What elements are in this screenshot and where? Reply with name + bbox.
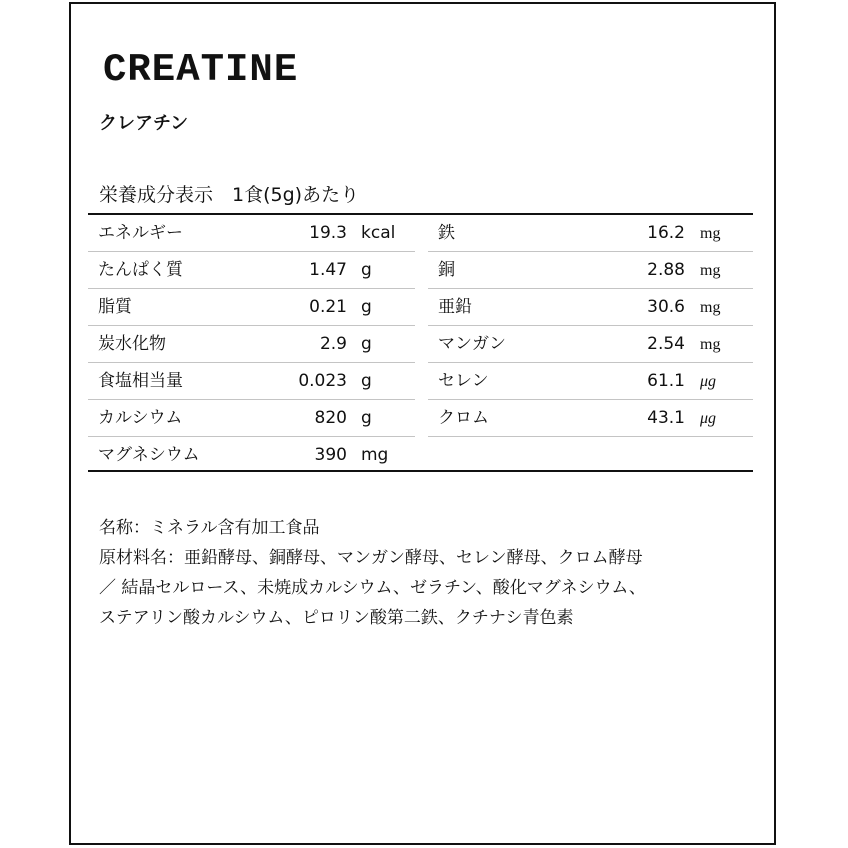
nutrition-column-left bbox=[88, 215, 415, 474]
nutrient-unit: mg bbox=[700, 225, 721, 242]
product-info bbox=[99, 513, 759, 633]
nutrient-value: 0.023 bbox=[298, 371, 347, 391]
nutrient-value: 61.1 bbox=[647, 371, 685, 391]
nutrient-value: 2.88 bbox=[647, 260, 685, 280]
nutrient-name: セレン bbox=[438, 371, 489, 391]
nutrition-row bbox=[428, 400, 753, 437]
nutrient-value: 43.1 bbox=[647, 408, 685, 428]
nutrient-value: 0.21 bbox=[309, 297, 347, 317]
nutrient-name: カルシウム bbox=[98, 408, 183, 428]
nutrient-unit: g bbox=[361, 260, 372, 280]
nutrient-value: 16.2 bbox=[647, 223, 685, 243]
nutrient-name: 鉄 bbox=[438, 223, 455, 243]
nutrition-row bbox=[88, 326, 415, 363]
nutrition-row bbox=[428, 252, 753, 289]
nutrient-value: 820 bbox=[314, 408, 347, 428]
nutrient-value: 2.9 bbox=[319, 334, 347, 354]
nutrient-unit: μg bbox=[700, 410, 717, 427]
nutrient-unit: kcal bbox=[361, 223, 396, 243]
nutrient-unit: mg bbox=[700, 299, 721, 316]
ingredients-line: ステアリン酸カルシウム、ピロリン酸第二鉄、クチナシ青色素 bbox=[99, 608, 574, 628]
nutrient-unit: mg bbox=[361, 445, 389, 465]
nutrition-row bbox=[88, 252, 415, 289]
nutrient-unit: mg bbox=[700, 336, 721, 353]
nutrition-row bbox=[428, 215, 753, 252]
nutrition-row bbox=[88, 289, 415, 326]
nutrient-name: 炭水化物 bbox=[98, 334, 166, 354]
nutrition-column-right bbox=[428, 215, 753, 437]
nutrient-unit: g bbox=[361, 297, 372, 317]
nutrient-name: エネルギー bbox=[98, 223, 183, 243]
nutrient-name: 脂質 bbox=[98, 297, 132, 317]
nutrient-name: 銅 bbox=[438, 260, 455, 280]
nutrient-name: 食塩相当量 bbox=[98, 371, 183, 391]
ingredients-line: ／ 結晶セルロース、未焼成カルシウム、ゼラチン、酸化マグネシウム、 bbox=[99, 578, 646, 598]
nutrient-value: 1.47 bbox=[309, 260, 347, 280]
nutrient-unit: μg bbox=[700, 373, 717, 390]
product-name-line: 名称：ミネラル含有加工食品 bbox=[99, 518, 320, 538]
nutrition-header: 栄養成分表示 1食(5g)あたり bbox=[99, 184, 360, 206]
nutrient-name: たんぱく質 bbox=[98, 260, 183, 280]
nutrition-row bbox=[88, 215, 415, 252]
nutrition-row bbox=[88, 437, 415, 474]
nutrition-row bbox=[428, 326, 753, 363]
nutrient-name: 亜鉛 bbox=[438, 297, 472, 317]
nutrient-unit: g bbox=[361, 371, 372, 391]
nutrient-value: 390 bbox=[314, 445, 347, 465]
nutrient-name: マンガン bbox=[438, 334, 506, 354]
nutrition-row bbox=[88, 363, 415, 400]
nutrient-unit: mg bbox=[700, 262, 721, 279]
nutrition-row bbox=[428, 363, 753, 400]
nutrient-value: 30.6 bbox=[647, 297, 685, 317]
ingredients-line: 原材料名：亜鉛酵母、銅酵母、マンガン酵母、セレン酵母、クロム酵母 bbox=[99, 548, 643, 568]
nutrient-value: 19.3 bbox=[309, 223, 347, 243]
nutrition-row bbox=[88, 400, 415, 437]
nutrient-name: マグネシウム bbox=[98, 445, 200, 465]
nutrition-bottom-rule bbox=[88, 470, 753, 472]
product-title: CREATINE bbox=[103, 48, 299, 92]
nutrient-value: 2.54 bbox=[647, 334, 685, 354]
product-subtitle: クレアチン bbox=[99, 113, 189, 134]
nutrient-name: クロム bbox=[438, 408, 489, 428]
nutrient-unit: g bbox=[361, 408, 372, 428]
nutrition-row bbox=[428, 289, 753, 326]
nutrient-unit: g bbox=[361, 334, 372, 354]
